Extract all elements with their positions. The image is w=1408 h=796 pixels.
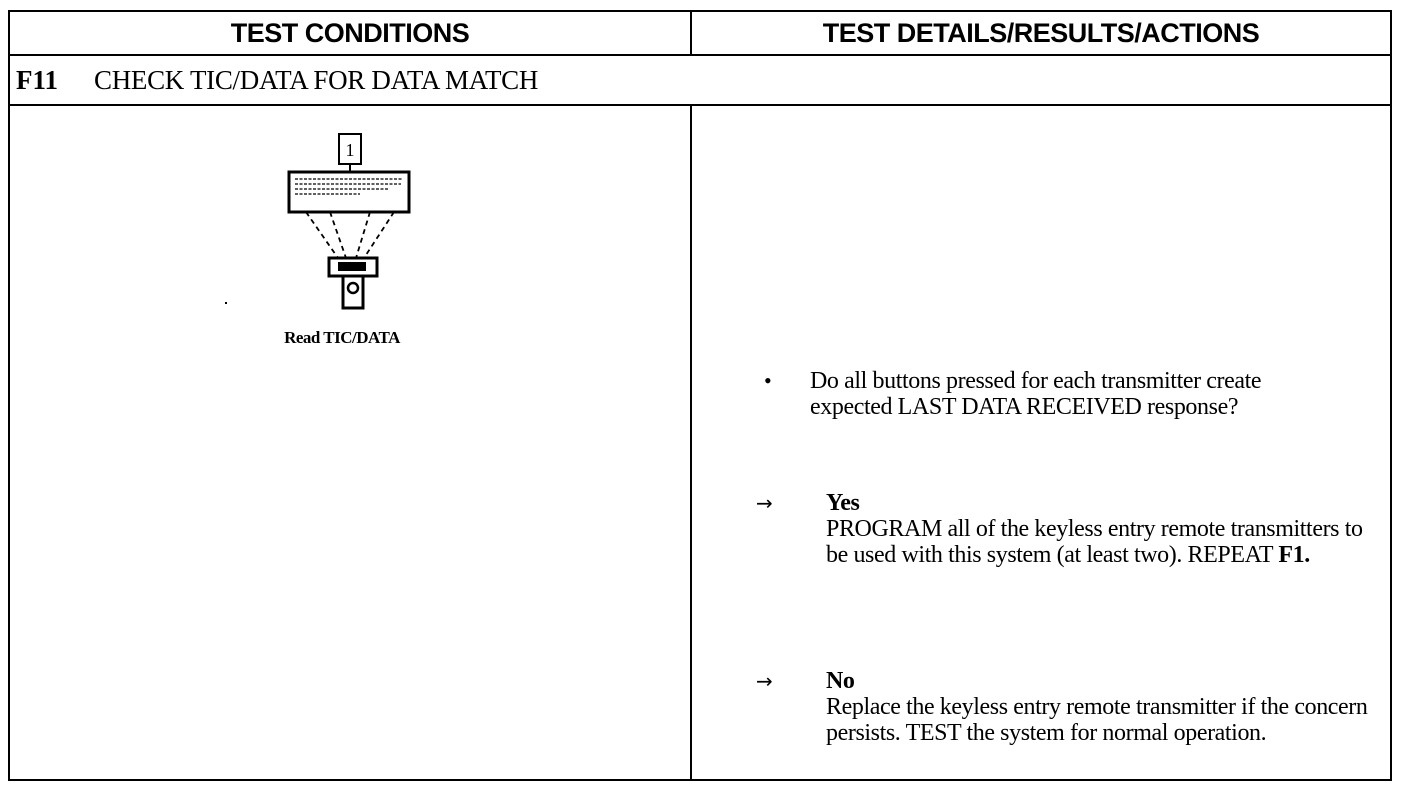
- test-details-column: [692, 106, 1390, 779]
- question-text: Do all buttons pressed for each transmitter create expected LAST DATA RECEIVED response?: [810, 368, 1262, 420]
- answer-no: [756, 668, 1376, 746]
- answer-yes-action: PROGRAM all of the keyless entry remote transmitters to be used with this system (at least two). REPEAT: [826, 516, 1363, 568]
- right-arrow-icon: →: [756, 491, 773, 515]
- step-title: CHECK TIC/DATA FOR DATA MATCH: [94, 64, 539, 95]
- step-id: F11: [16, 64, 59, 95]
- answer-no-label: No: [826, 668, 855, 694]
- header-test-details: TEST DETAILS/RESULTS/ACTIONS: [822, 17, 1260, 48]
- answer-yes-label: Yes: [826, 490, 860, 516]
- header-test-conditions: TEST CONDITIONS: [10, 12, 692, 54]
- answer-no-text: Replace the keyless entry remote transmitter if the concern persists. TEST the system for normal operation.: [826, 694, 1368, 746]
- scan-speck: [225, 302, 227, 304]
- bullet-icon: •: [764, 368, 772, 393]
- answer-yes: [756, 490, 1376, 568]
- answer-yes-step-ref: F1.: [1278, 542, 1310, 568]
- tester-reading-display-icon: [268, 132, 428, 312]
- illustration-caption: Read TIC/DATA: [284, 328, 400, 347]
- step-title-row: [10, 54, 1390, 106]
- answer-yes-text: [826, 516, 1376, 568]
- right-arrow-icon: →: [756, 669, 773, 693]
- question-block: [764, 368, 1324, 420]
- test-table: [8, 10, 1392, 781]
- callout-number: 1: [345, 140, 355, 160]
- test-conditions-column: [10, 106, 692, 779]
